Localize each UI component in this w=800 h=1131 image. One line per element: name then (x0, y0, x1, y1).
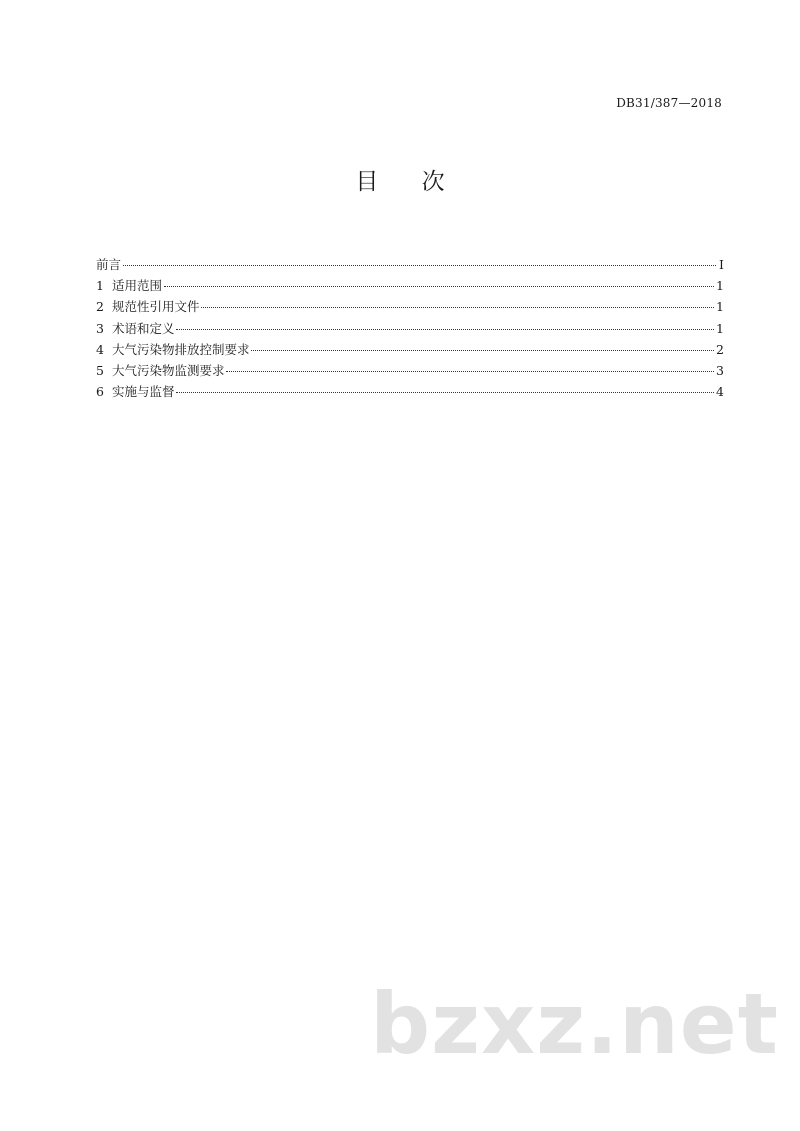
toc-entry-page: 4 (716, 384, 724, 400)
dot-leader (123, 265, 716, 266)
toc-entry-scope[interactable] (96, 275, 724, 296)
toc-entry-label: 术语和定义 (111, 320, 175, 336)
toc-entry-page: 1 (716, 278, 724, 294)
dot-leader (201, 307, 714, 308)
toc-entry-implementation[interactable] (96, 381, 724, 402)
dot-leader (176, 392, 714, 393)
toc-entry-number: 6 (96, 384, 104, 400)
dot-leader (164, 286, 714, 287)
toc-entry-page: 1 (716, 320, 724, 336)
toc-entry-number: 5 (96, 362, 104, 378)
document-code: DB31/387—2018 (616, 96, 722, 110)
toc-entry-number: 1 (96, 278, 104, 294)
toc-entry-number: 2 (96, 299, 104, 315)
watermark: bzxz.net (370, 975, 779, 1073)
toc-entry-monitoring[interactable] (96, 360, 724, 381)
toc-entry-label: 大气污染物监测要求 (111, 362, 225, 378)
toc-entry-label: 大气污染物排放控制要求 (111, 341, 250, 357)
page-title: 目 次 (355, 169, 463, 195)
toc-entry-terms-definitions[interactable] (96, 318, 724, 339)
dot-leader (176, 329, 714, 330)
toc-entry-foreword[interactable] (96, 254, 724, 275)
toc-entry-page: 2 (716, 341, 724, 357)
toc-entry-label: 适用范围 (111, 278, 162, 294)
toc-entry-label: 规范性引用文件 (111, 299, 200, 315)
dot-leader (251, 350, 714, 351)
toc-entry-page: I (719, 257, 724, 272)
toc-entry-page: 3 (716, 362, 724, 378)
toc-entry-page: 1 (716, 299, 724, 315)
toc-entry-label: 实施与监督 (111, 384, 175, 400)
dot-leader (226, 371, 714, 372)
toc-entry-emission-control[interactable] (96, 339, 724, 360)
toc-entry-label: 前言 (96, 257, 122, 272)
toc-entry-number: 4 (96, 341, 104, 357)
toc-entry-normative-references[interactable] (96, 296, 724, 317)
table-of-contents (96, 254, 724, 402)
toc-entry-number: 3 (96, 320, 104, 336)
